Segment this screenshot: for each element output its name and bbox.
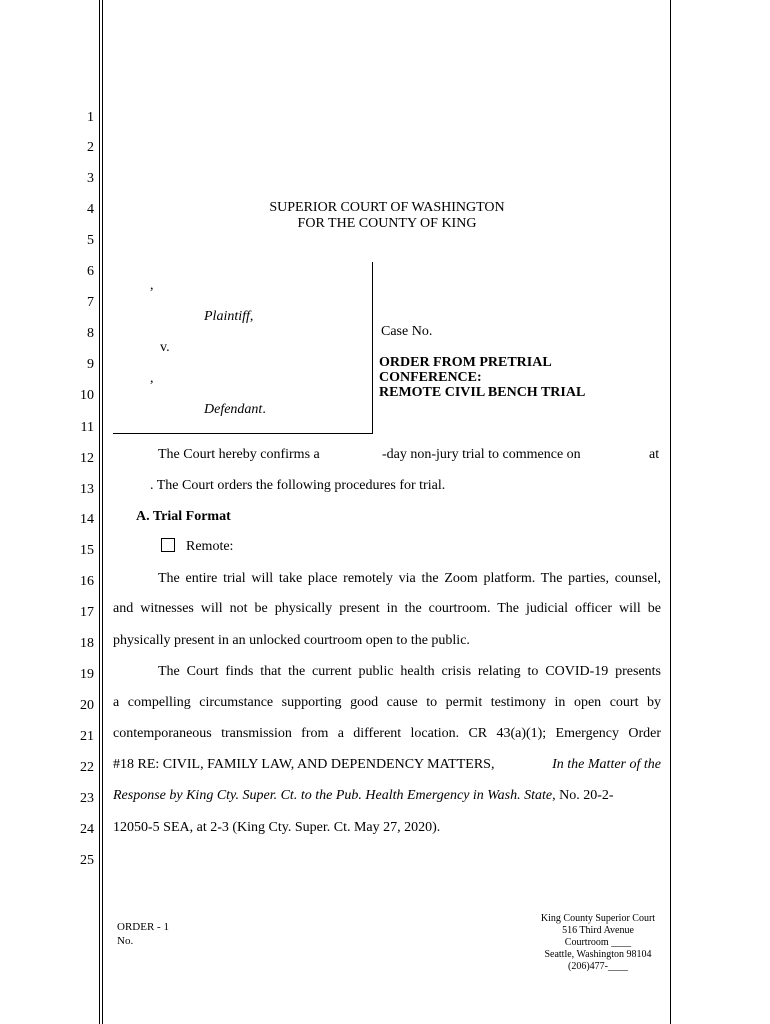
line-number: 21 [80,729,94,744]
versus: v. [160,340,170,355]
line-number: 3 [87,171,94,186]
footer-court-name: King County Superior Court [540,913,656,924]
document-title-line1: ORDER FROM PRETRIAL [379,355,552,370]
line-number: 24 [80,822,94,837]
document-title-line3: REMOTE CIVIL BENCH TRIAL [379,385,586,400]
plaintiff-label [204,309,253,325]
line-number: 20 [80,698,94,713]
paragraph-1-line-3: physically present in an unlocked courtroom open to the public. [113,633,470,648]
case-number-label: Case No. [381,324,433,339]
defendant-name-comma: , [150,371,154,386]
line-number: 6 [87,264,94,279]
court-heading-line1: SUPERIOR COURT OF WASHINGTON [269,200,505,215]
remote-checkbox-label: Remote: [186,539,234,554]
paragraph-2-line-4-text: #18 RE: CIVIL, FAMILY LAW, AND DEPENDENCY MATTERS, [113,757,495,772]
confirm-text-a: The Court hereby confirms a [158,447,320,462]
line-number: 13 [80,482,94,497]
left-margin-rule-outer [99,0,100,1024]
footer-order-page: ORDER - 1 [117,921,169,933]
line-number: 16 [80,574,94,589]
left-margin-rule-inner [102,0,103,1024]
line-number: 9 [87,357,94,372]
procedures-text: . The Court orders the following procedures for trial. [150,478,446,493]
line-number: 25 [80,853,94,868]
footer-case-no: No. [117,935,134,947]
paragraph-2-line-5-case-title: Response by King Cty. Super. Ct. to the Pub. Health Emergency in Wash. State [113,788,553,803]
paragraph-2-line-6: 12050-5 SEA, at 2-3 (King Cty. Super. Ct. May 27, 2020). [113,820,441,835]
line-number: 14 [80,512,94,527]
paragraph-2-line-2: a compelling circumstance supporting good cause to permit testimony in open court by [113,695,661,710]
court-heading [200,200,574,232]
line-number: 23 [80,791,94,806]
paragraph-2-line-4 [113,757,661,773]
line-number: 11 [80,420,94,435]
paragraph-2-line-1: The Court finds that the current public health crisis relating to COVID-19 presents [158,664,661,679]
paragraph-2-line-3: contemporaneous transmission from a different location. CR 43(a)(1); Emergency Order [113,726,661,741]
footer-street: 516 Third Avenue [562,925,634,936]
line-number: 1 [87,110,94,125]
right-margin-rule [670,0,671,1024]
line-number: 12 [80,451,94,466]
confirm-text-c: at [649,447,660,462]
paragraph-1-line-1: The entire trial will take place remotely via the Zoom platform. The parties, counsel, [158,571,661,586]
defendant-label-text: Defendant [204,402,263,417]
paragraph-2-line-5 [113,788,614,804]
section-a-heading: A. Trial Format [136,509,231,524]
defendant-label [204,402,266,418]
line-number: 4 [87,202,94,217]
plaintiff-label-text: Plaintiff [204,309,250,324]
line-number: 15 [80,543,94,558]
footer-city: Seattle, Washington 98104 [544,949,652,960]
confirm-text-b: -day non-jury trial to commence on [382,447,581,462]
plaintiff-label-trail: , [249,309,254,324]
line-number: 8 [87,326,94,341]
paragraph-1-line-2: and witnesses will not be physically present in the courtroom. The judicial officer will be [113,601,661,616]
document-title-line2: CONFERENCE: [379,370,482,385]
line-number: 10 [80,388,94,403]
footer-left [117,920,169,948]
line-number: 5 [87,233,94,248]
line-number: 18 [80,636,94,651]
defendant-label-trail: . [262,402,266,417]
paragraph-2-line-5-text: , No. 20-2- [552,788,614,803]
line-number: 17 [80,605,94,620]
footer-court-address [530,913,666,973]
paragraph-2-line-4-case-title: In the Matter of the [552,757,661,772]
caption-vertical-rule [372,262,373,434]
line-number: 2 [87,140,94,155]
footer-courtroom: Courtroom ____ [564,937,632,948]
court-heading-line2: FOR THE COUNTY OF KING [297,216,477,231]
line-number: 19 [80,667,94,682]
plaintiff-name-comma: , [150,278,154,293]
caption-horizontal-rule [113,433,373,434]
document-title [379,355,585,400]
remote-checkbox[interactable] [161,538,175,552]
line-number: 7 [87,295,94,310]
footer-phone: (206)477-____ [568,961,628,972]
line-number: 22 [80,760,94,775]
